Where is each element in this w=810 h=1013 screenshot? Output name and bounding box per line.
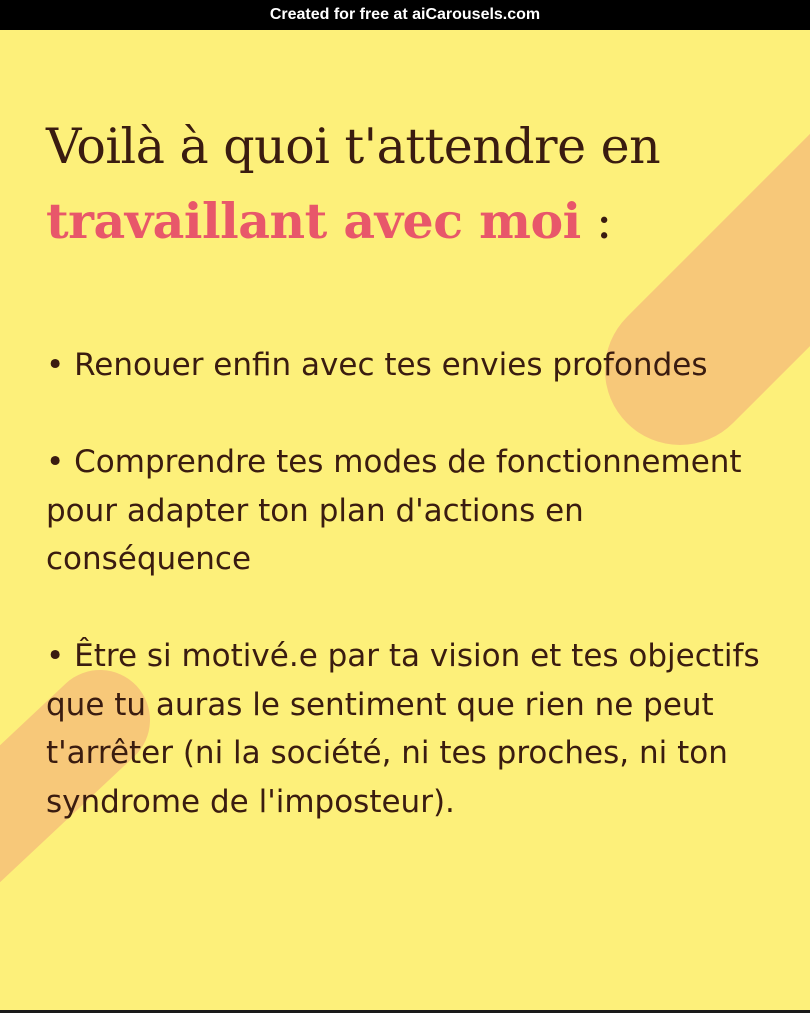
heading-suffix: : [580, 193, 612, 250]
heading-accent: travaillant avec moi [46, 192, 581, 250]
list-item: • Comprendre tes modes de fonctionnement pour adapter ton plan d'actions en conséquence [46, 444, 742, 577]
watermark-banner[interactable]: Created for free at aiCarousels.com [0, 0, 810, 30]
slide-heading [46, 110, 766, 259]
list-item: • Être si motivé.e par ta vision et tes objectifs que tu auras le sentiment que rien ne peut t'arrêter (ni la société, ni tes proches, ni ton syndrome de l'imposteur). [46, 638, 760, 820]
list-item: • Renouer enfin avec tes envies profondes [46, 347, 708, 383]
heading-line-1: Voilà à quoi t'attendre en [46, 118, 661, 175]
benefits-list [46, 341, 766, 826]
slide-content [46, 110, 766, 875]
